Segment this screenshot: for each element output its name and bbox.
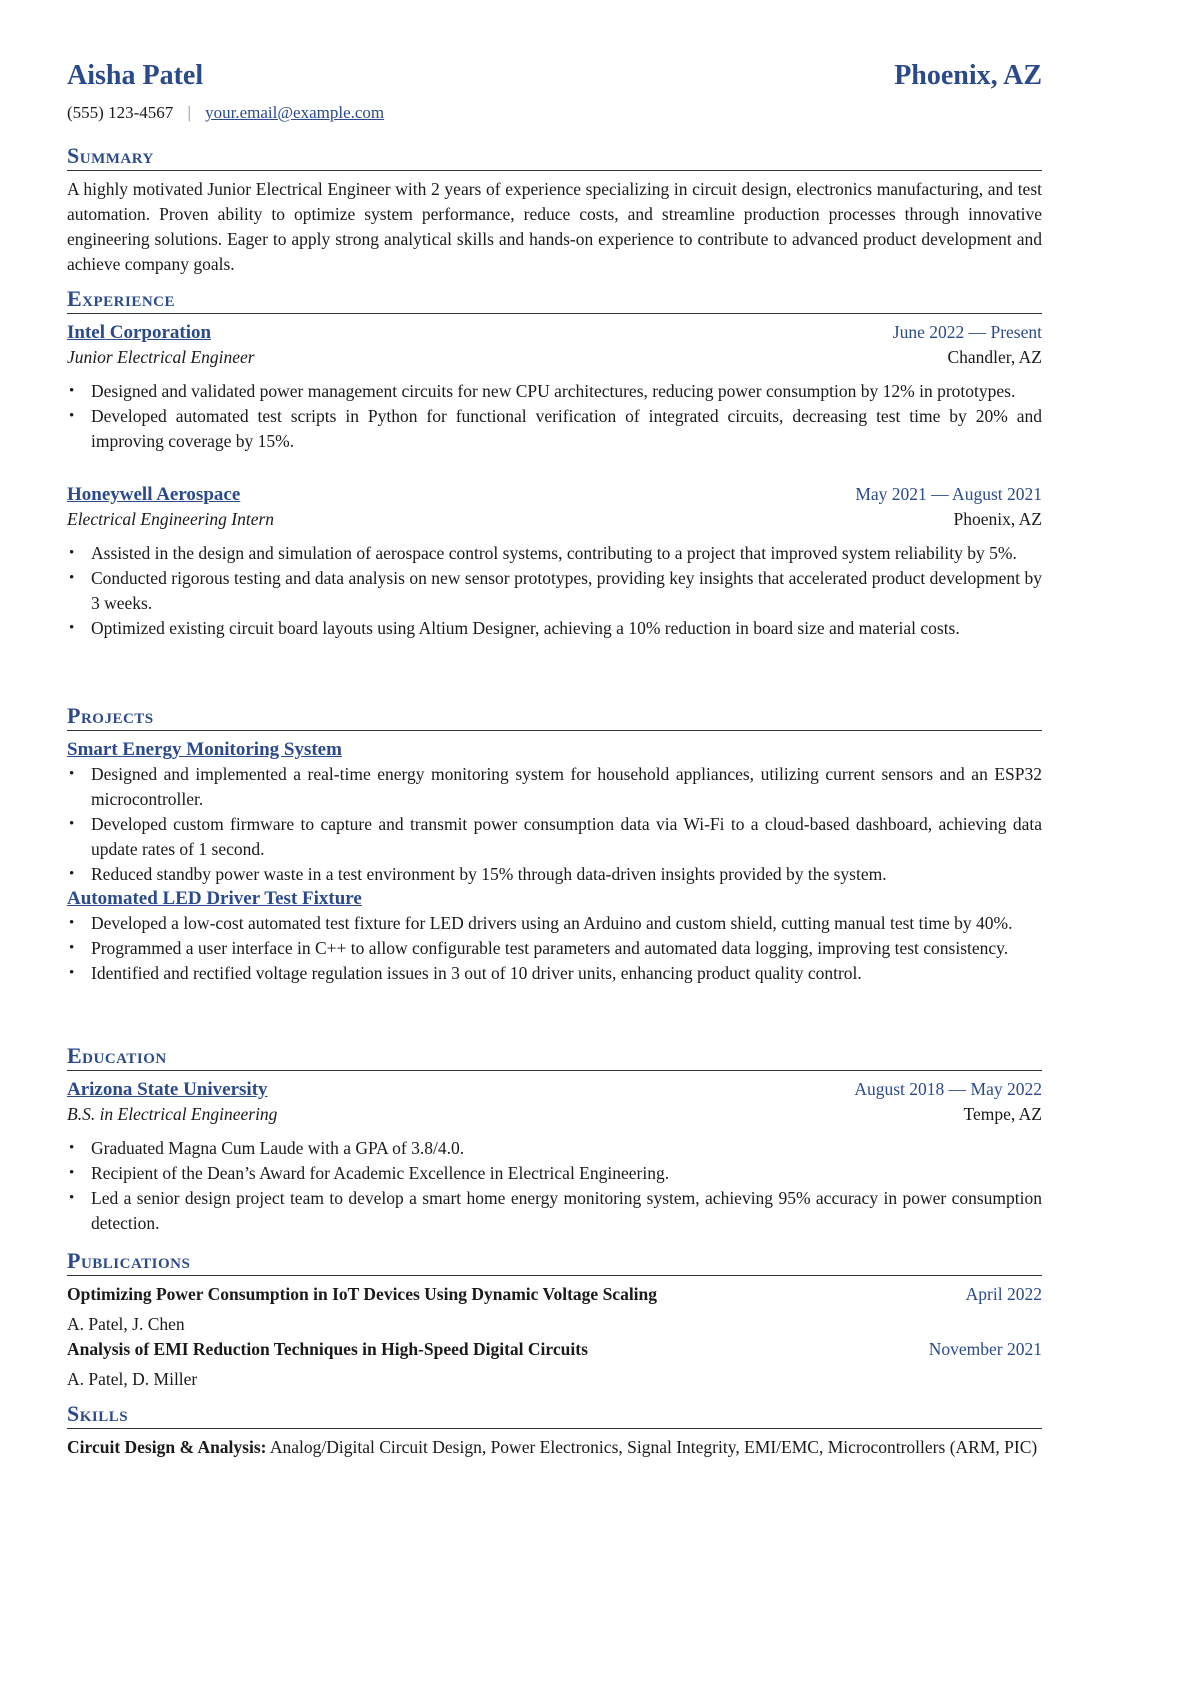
- bullet-item: • Graduated Magna Cum Laude with a GPA of 3.8/4.0.: [91, 1136, 1042, 1161]
- publication-authors: A. Patel, D. Miller: [67, 1369, 198, 1389]
- publication-title: Optimizing Power Consumption in IoT Devices Using Dynamic Voltage Scaling: [67, 1284, 658, 1304]
- job-dates: June 2022 — Present: [892, 322, 1042, 342]
- education-entry: [67, 1077, 1042, 1236]
- bullet-item: • Led a senior design project team to develop a smart home energy monitoring system, achieving 95% accuracy in power consumption detection.: [91, 1186, 1042, 1236]
- job-bullets: [67, 541, 1042, 641]
- bullet-item: • Designed and validated power management circuits for new CPU architectures, reducing power consumption by 12% in prototypes.: [91, 379, 1042, 404]
- bullet-item: • Programmed a user interface in C++ to allow configurable test parameters and automated data logging, improving test consistency.: [91, 936, 1042, 961]
- experience-entry: [67, 482, 1042, 641]
- project-entry: [67, 886, 1042, 986]
- education-dates: August 2018 — May 2022: [854, 1079, 1042, 1099]
- education-bullets: [67, 1136, 1042, 1236]
- company-link[interactable]: Honeywell Aerospace: [67, 484, 241, 505]
- candidate-name: Aisha Patel: [67, 60, 204, 91]
- project-entry: [67, 737, 1042, 887]
- job-location: Phoenix, AZ: [953, 509, 1042, 529]
- section-title-experience: Experience: [67, 286, 1042, 314]
- skill-category: Circuit Design & Analysis:: [67, 1437, 267, 1457]
- job-bullets: [67, 379, 1042, 454]
- project-title-link[interactable]: Automated LED Driver Test Fixture: [67, 888, 362, 909]
- project-title-link[interactable]: Smart Energy Monitoring System: [67, 739, 342, 760]
- contact-separator: |: [187, 103, 191, 122]
- bullet-item: • Assisted in the design and simulation of aerospace control systems, contributing to a project that improved system reliability by 5%.: [91, 541, 1042, 566]
- school-link[interactable]: Arizona State University: [67, 1079, 268, 1100]
- degree: B.S. in Electrical Engineering: [67, 1104, 278, 1124]
- bullet-item: • Designed and implemented a real-time energy monitoring system for household appliances, utilizing current sensors and an ESP32 microcontroller.: [91, 762, 1042, 812]
- bullet-item: • Reduced standby power waste in a test environment by 15% through data-driven insights provided by the system.: [91, 862, 1042, 887]
- skills-entry: [67, 1435, 1042, 1460]
- project-bullets: [67, 762, 1042, 887]
- summary-text: A highly motivated Junior Electrical Engineer with 2 years of experience specializing in circuit design, electronics manufacturing, and test automation. Proven ability to optimize system performance, reduce costs, and streamline production processes through innovative engineering solutions. Eager to apply strong analytical skills and hands-on experience to contribute to advanced product development and achieve company goals.: [67, 179, 1042, 274]
- experience-entry: [67, 320, 1042, 454]
- bullet-item: • Developed custom firmware to capture and transmit power consumption data via Wi-Fi to a cloud-based dashboard, achieving data update rates of 1 second.: [91, 812, 1042, 862]
- contact-line: [67, 103, 384, 123]
- publication-title: Analysis of EMI Reduction Techniques in High-Speed Digital Circuits: [67, 1339, 588, 1359]
- publication-date: November 2021: [928, 1339, 1042, 1359]
- section-title-education: Education: [67, 1043, 1042, 1071]
- school-location: Tempe, AZ: [963, 1104, 1042, 1124]
- publication-date: April 2022: [965, 1284, 1042, 1304]
- bullet-item: • Identified and rectified voltage regulation issues in 3 out of 10 driver units, enhancing product quality control.: [91, 961, 1042, 986]
- company-link[interactable]: Intel Corporation: [67, 322, 212, 343]
- bullet-item: • Developed automated test scripts in Python for functional verification of integrated circuits, decreasing test time by 20% and improving coverage by 15%.: [91, 404, 1042, 454]
- resume-header: [67, 60, 1042, 92]
- bullet-item: • Optimized existing circuit board layouts using Altium Designer, achieving a 10% reduction in board size and material costs.: [91, 616, 1042, 641]
- project-bullets: [67, 911, 1042, 986]
- bullet-item: • Conducted rigorous testing and data analysis on new sensor prototypes, providing key insights that accelerated product development by 3 weeks.: [91, 566, 1042, 616]
- phone-number: (555) 123-4567: [67, 103, 174, 122]
- section-title-summary: Summary: [67, 143, 1042, 171]
- section-title-skills: Skills: [67, 1401, 1042, 1429]
- candidate-location: Phoenix, AZ: [894, 60, 1042, 91]
- job-title: Junior Electrical Engineer: [67, 347, 255, 367]
- bullet-item: • Developed a low-cost automated test fixture for LED drivers using an Arduino and custom shield, cutting manual test time by 40%.: [91, 911, 1042, 936]
- publication-entry: [67, 1282, 1042, 1337]
- bullet-item: • Recipient of the Dean’s Award for Academic Excellence in Electrical Engineering.: [91, 1161, 1042, 1186]
- job-title: Electrical Engineering Intern: [67, 509, 275, 529]
- section-title-publications: Publications: [67, 1248, 1042, 1276]
- publication-authors: A. Patel, J. Chen: [67, 1314, 185, 1334]
- job-location: Chandler, AZ: [947, 347, 1042, 367]
- publication-entry: [67, 1337, 1042, 1392]
- skill-list: Analog/Digital Circuit Design, Power Electronics, Signal Integrity, EMI/EMC, Microcontrollers (ARM, PIC): [269, 1437, 1038, 1457]
- email-link[interactable]: your.email@example.com: [205, 103, 385, 122]
- job-dates: May 2021 — August 2021: [855, 484, 1042, 504]
- section-title-projects: Projects: [67, 703, 1042, 731]
